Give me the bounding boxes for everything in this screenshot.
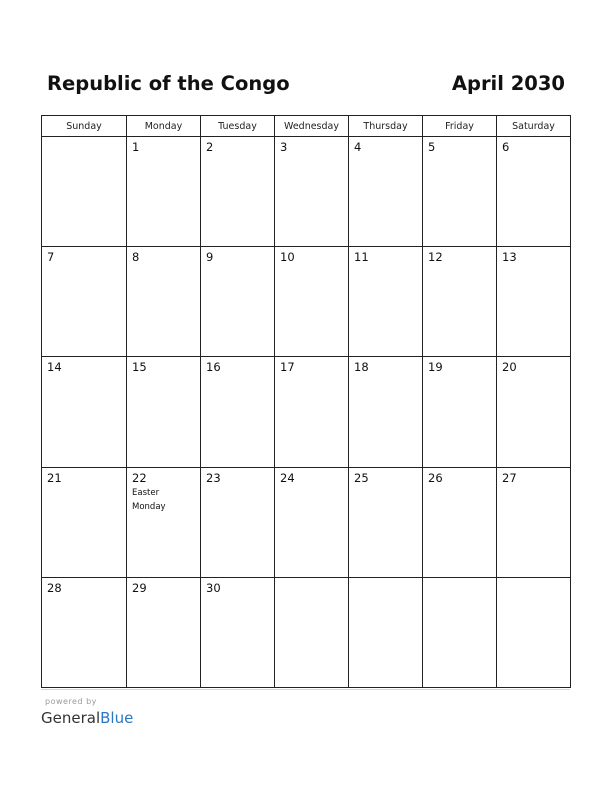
day-cell	[127, 137, 201, 247]
day-cell	[42, 357, 127, 467]
day-number: 30	[206, 580, 221, 595]
day-number: 28	[47, 580, 62, 595]
weekday-header-row	[42, 116, 571, 137]
day-cell	[349, 137, 423, 247]
day-number: 26	[428, 470, 443, 485]
day-number: 29	[132, 580, 147, 595]
weekday-header-sunday: Sunday	[42, 116, 127, 137]
day-cell	[497, 357, 571, 467]
day-cell	[349, 467, 423, 577]
day-cell	[349, 577, 423, 687]
day-cell	[127, 247, 201, 357]
day-cell	[423, 577, 497, 687]
day-cell	[423, 137, 497, 247]
day-cell	[423, 247, 497, 357]
day-number: 6	[502, 140, 510, 154]
weekday-header-saturday: Saturday	[497, 116, 571, 137]
week-row	[42, 357, 571, 467]
day-cell	[349, 247, 423, 357]
weekday-header-monday: Monday	[127, 116, 201, 137]
day-number: 21	[47, 470, 62, 485]
day-number: 14	[47, 360, 62, 375]
day-cell	[275, 577, 349, 687]
weekday-header-thursday: Thursday	[349, 116, 423, 137]
week-row	[42, 467, 571, 577]
day-cell	[201, 137, 275, 247]
weekday-header-tuesday: Tuesday	[201, 116, 275, 137]
day-number: 4	[354, 140, 362, 154]
day-number: 17	[280, 360, 295, 375]
day-cell	[423, 467, 497, 577]
day-cell	[497, 137, 571, 247]
day-number: 20	[502, 360, 517, 375]
day-number: 2	[206, 140, 214, 154]
day-number: 24	[280, 470, 295, 485]
day-number: 3	[280, 140, 288, 154]
generalblue-logo[interactable]	[41, 708, 133, 728]
day-number: 22	[132, 470, 147, 485]
day-cell	[497, 577, 571, 687]
day-number: 12	[428, 250, 443, 265]
month-year-title: April 2030	[451, 72, 565, 95]
country-title: Republic of the Congo	[47, 72, 290, 95]
weekday-header-wednesday: Wednesday	[275, 116, 349, 137]
day-number: 15	[132, 360, 147, 375]
day-cell	[42, 137, 127, 247]
holiday-label: Easter Monday	[132, 487, 166, 512]
day-cell	[201, 467, 275, 577]
day-number: 13	[502, 250, 517, 265]
day-number: 18	[354, 360, 369, 375]
day-number: 1	[132, 140, 140, 154]
day-cell	[275, 357, 349, 467]
day-number: 16	[206, 360, 221, 375]
day-number: 23	[206, 470, 221, 485]
day-number: 27	[502, 470, 517, 485]
day-number: 19	[428, 360, 443, 375]
day-cell	[42, 247, 127, 357]
day-number: 5	[428, 140, 436, 154]
day-cell	[42, 577, 127, 687]
day-cell	[275, 247, 349, 357]
day-number: 11	[354, 250, 369, 265]
day-number: 7	[47, 250, 55, 265]
powered-by-text: powered by	[45, 697, 97, 706]
calendar-grid	[41, 115, 571, 688]
week-row	[42, 137, 571, 247]
day-number: 25	[354, 470, 369, 485]
day-cell	[201, 357, 275, 467]
day-cell	[497, 467, 571, 577]
day-cell	[42, 467, 127, 577]
day-cell	[275, 137, 349, 247]
week-row	[42, 577, 571, 687]
week-row	[42, 247, 571, 357]
footer-divider	[41, 689, 570, 690]
day-cell	[201, 247, 275, 357]
day-cell	[127, 357, 201, 467]
day-cell	[201, 577, 275, 687]
weekday-header-friday: Friday	[423, 116, 497, 137]
brand-blue-text: Blue	[100, 709, 134, 727]
day-cell	[127, 467, 201, 577]
day-cell	[349, 357, 423, 467]
day-number: 10	[280, 250, 295, 265]
day-cell	[275, 467, 349, 577]
day-cell	[497, 247, 571, 357]
brand-general-text: General	[41, 709, 101, 727]
day-cell	[423, 357, 497, 467]
day-number: 9	[206, 250, 214, 265]
day-number: 8	[132, 250, 140, 265]
day-cell	[127, 577, 201, 687]
